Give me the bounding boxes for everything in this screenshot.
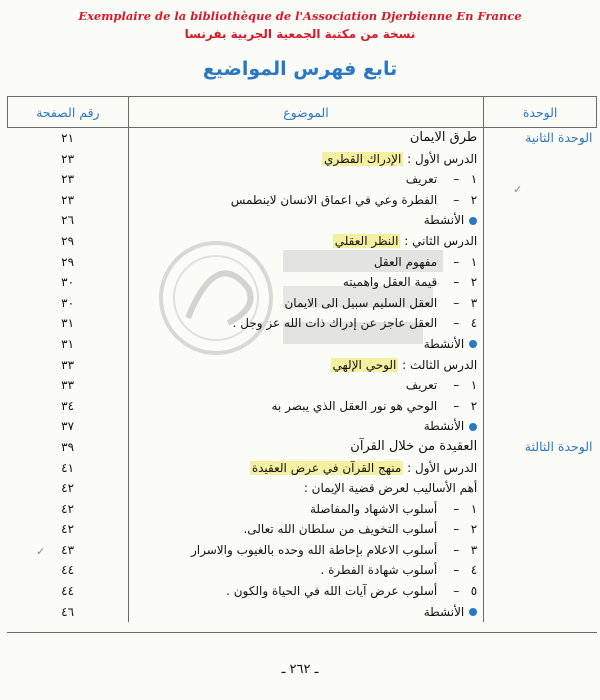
item-text: أسلوب الاعلام بإحاطة الله وحده بالغيوب والاسرار bbox=[190, 542, 438, 557]
unit-main-topic: طرق الايمان bbox=[409, 130, 478, 145]
lesson-title: الإدراك القطري bbox=[324, 151, 402, 166]
unit-label bbox=[484, 478, 596, 499]
page-number-value: ٤١ bbox=[61, 460, 75, 475]
unit-column bbox=[484, 128, 597, 623]
item-number: ٤ bbox=[470, 316, 478, 331]
unit-label: الوحدة الثالثة bbox=[524, 438, 593, 454]
item-number: ٢ bbox=[470, 192, 478, 207]
item-text: الفطرة وعي في اعماق الانسان لاينطمس bbox=[230, 192, 438, 207]
list-item bbox=[129, 560, 484, 581]
unit-main-topic: العقيدة من خلال القرآن bbox=[350, 438, 478, 454]
list-item bbox=[129, 396, 484, 417]
item-text: أسلوب عرض آيات الله في الحياة والكون . bbox=[226, 584, 438, 599]
page-title: تابع فهرس المواضيع bbox=[202, 58, 398, 80]
item-number: ٢ bbox=[470, 275, 478, 290]
activities-item bbox=[129, 210, 484, 231]
dash-separator: – bbox=[453, 172, 460, 187]
list-item bbox=[129, 581, 484, 602]
item-text: قيمة العقل واهميته bbox=[342, 275, 438, 290]
activities-label: الأنشطة bbox=[423, 419, 465, 434]
item-text: العقل عاجز عن إدراك ذات الله عز وجل . bbox=[232, 316, 438, 331]
page-number-value: ٣٠ bbox=[61, 295, 75, 310]
page-number-value: ٢٩ bbox=[61, 254, 75, 269]
page-number-value: ٢١ bbox=[61, 131, 75, 145]
page-number-value: ٢٣ bbox=[61, 172, 75, 187]
page-number-value: ٣٧ bbox=[61, 419, 75, 434]
unit-label bbox=[484, 519, 596, 540]
header-unit: الوحدة bbox=[484, 97, 597, 128]
lesson-title: منهج القرآن في عرض العقيدة bbox=[251, 460, 402, 475]
item-text: الوحي هو نور العقل الذي يبصر به bbox=[271, 398, 438, 413]
activities-label: الأنشطة bbox=[423, 213, 465, 228]
lesson-prefix: الدرس الأول : bbox=[403, 460, 478, 475]
lesson-heading bbox=[129, 355, 484, 376]
page-number-value: ٢٣ bbox=[61, 151, 75, 166]
page-number: ـ ٢٦٢ ـ bbox=[281, 662, 319, 677]
unit-label bbox=[484, 540, 596, 561]
item-number: ١ bbox=[470, 172, 478, 187]
activities-label: الأنشطة bbox=[423, 604, 465, 619]
pencil-tick-mark: ✓ bbox=[36, 545, 46, 558]
page-number-value: ٢٩ bbox=[61, 233, 75, 248]
unit-label bbox=[484, 231, 596, 252]
library-stamp-arabic: نسخة من مكتبة الجمعية الجربية بفرنسا bbox=[184, 27, 416, 41]
page-number-value: ٤٢ bbox=[61, 501, 75, 516]
unit-label bbox=[484, 313, 596, 334]
lesson-heading bbox=[129, 231, 484, 252]
page-number-value: ٣١ bbox=[61, 316, 75, 331]
list-item bbox=[129, 499, 484, 520]
page-number-value: ٤٢ bbox=[61, 481, 75, 496]
dash-separator: – bbox=[453, 522, 460, 537]
item-text: أسلوب شهادة الفطرة . bbox=[320, 563, 438, 578]
item-text: العقل السليم سبيل الى الايمان bbox=[284, 295, 438, 310]
library-stamp-french: Exemplaire de la bibliothèque de l'Association Djerbienne En France bbox=[78, 9, 522, 23]
dash-separator: – bbox=[453, 542, 460, 557]
item-number: ٤ bbox=[470, 563, 478, 578]
list-item bbox=[129, 540, 484, 561]
page-number-value: ٤٤ bbox=[61, 563, 75, 578]
topic-column bbox=[128, 128, 484, 623]
unit-label bbox=[484, 210, 596, 231]
activities-item bbox=[129, 334, 484, 355]
list-item bbox=[129, 190, 484, 211]
lesson-title: الوحي الإلهي bbox=[332, 357, 397, 372]
unit-label bbox=[484, 581, 596, 602]
unit-label bbox=[484, 375, 596, 396]
page-number-value: ٤٤ bbox=[61, 584, 75, 599]
list-item bbox=[129, 519, 484, 540]
page-number-value: ٤٦ bbox=[61, 604, 75, 619]
page-number-value: ٢٣ bbox=[61, 192, 75, 207]
item-number: ٥ bbox=[470, 584, 478, 599]
unit-label bbox=[484, 334, 596, 355]
bullet-dot-icon bbox=[469, 217, 477, 225]
unit-label bbox=[484, 293, 596, 314]
list-item bbox=[129, 293, 484, 314]
unit-label bbox=[484, 272, 596, 293]
activities-item bbox=[129, 602, 484, 623]
page-number-value: ٣٤ bbox=[61, 398, 75, 413]
page-number-value: ٢٦ bbox=[61, 213, 75, 228]
dash-separator: – bbox=[453, 563, 460, 578]
item-text: أسلوب الاشهاد والمفاصلة bbox=[309, 501, 438, 516]
lesson-heading bbox=[129, 458, 484, 479]
lesson-title: النظر العقلي bbox=[334, 233, 399, 248]
dash-separator: – bbox=[453, 584, 460, 599]
dash-separator: – bbox=[453, 275, 460, 290]
item-number: ٢ bbox=[470, 522, 478, 537]
unit-label bbox=[484, 169, 596, 190]
page-number-value: ٣١ bbox=[61, 336, 75, 351]
dash-separator: – bbox=[453, 254, 460, 269]
unit-label bbox=[484, 560, 596, 581]
toc-table bbox=[7, 96, 597, 622]
table-bottom-rule bbox=[7, 632, 597, 633]
item-number: ١ bbox=[470, 378, 478, 393]
item-text: تعريف bbox=[405, 378, 438, 393]
list-item bbox=[129, 375, 484, 396]
pencil-tick-mark: ✓ bbox=[513, 183, 523, 196]
dash-separator: – bbox=[453, 192, 460, 207]
item-text: أسلوب التخويف من سلطان الله تعالى. bbox=[243, 522, 438, 537]
unit-label bbox=[484, 416, 596, 437]
page-number-value: ٤٣ bbox=[61, 542, 75, 557]
lesson-prefix: الدرس الأول : bbox=[403, 151, 478, 166]
unit-label bbox=[484, 499, 596, 520]
dash-separator: – bbox=[453, 398, 460, 413]
page-number-value: ٣٣ bbox=[61, 357, 75, 372]
dash-separator: – bbox=[453, 316, 460, 331]
item-number: ٢ bbox=[470, 398, 478, 413]
item-text: مفهوم العقل bbox=[373, 254, 438, 269]
header-topic: الموضوع bbox=[128, 97, 484, 128]
unit-label bbox=[484, 149, 596, 170]
page-number-value: ٣٠ bbox=[61, 275, 75, 290]
unit-label: الوحدة الثانية bbox=[525, 130, 593, 145]
bullet-dot-icon bbox=[469, 423, 477, 431]
activities-label: الأنشطة bbox=[423, 336, 465, 351]
item-number: ١ bbox=[470, 501, 478, 516]
unit-label bbox=[484, 396, 596, 417]
unit-label bbox=[484, 355, 596, 376]
lesson-prefix: الدرس الثالث : bbox=[398, 357, 478, 372]
header-page-number: رقم الصفحة bbox=[8, 97, 129, 128]
activities-item bbox=[129, 416, 484, 437]
dash-separator: – bbox=[453, 295, 460, 310]
page-number-value: ٤٢ bbox=[61, 522, 75, 537]
dash-separator: – bbox=[453, 501, 460, 516]
item-number: ٣ bbox=[470, 542, 478, 557]
item-number: ٣ bbox=[470, 295, 478, 310]
lesson-heading bbox=[129, 149, 484, 170]
unit-label bbox=[484, 252, 596, 273]
item-text: تعريف bbox=[405, 172, 438, 187]
list-item bbox=[129, 313, 484, 334]
unit-label bbox=[484, 190, 596, 211]
unit-label bbox=[484, 458, 596, 479]
item-number: ١ bbox=[470, 254, 478, 269]
bullet-dot-icon bbox=[469, 608, 477, 616]
list-item bbox=[129, 272, 484, 293]
bullet-dot-icon bbox=[469, 340, 477, 348]
lesson-prefix: الدرس الثاني : bbox=[400, 233, 478, 248]
list-item bbox=[129, 252, 484, 273]
page-number-value: ٣٩ bbox=[61, 439, 75, 454]
table-header-row bbox=[8, 97, 597, 128]
styles-heading: أهم الأساليب لعرض قضية الإيمان : bbox=[303, 481, 478, 496]
page-number-value: ٣٣ bbox=[61, 378, 75, 393]
dash-separator: – bbox=[453, 378, 460, 393]
unit-label bbox=[484, 602, 596, 623]
list-item bbox=[129, 169, 484, 190]
page-number-column bbox=[8, 128, 129, 623]
